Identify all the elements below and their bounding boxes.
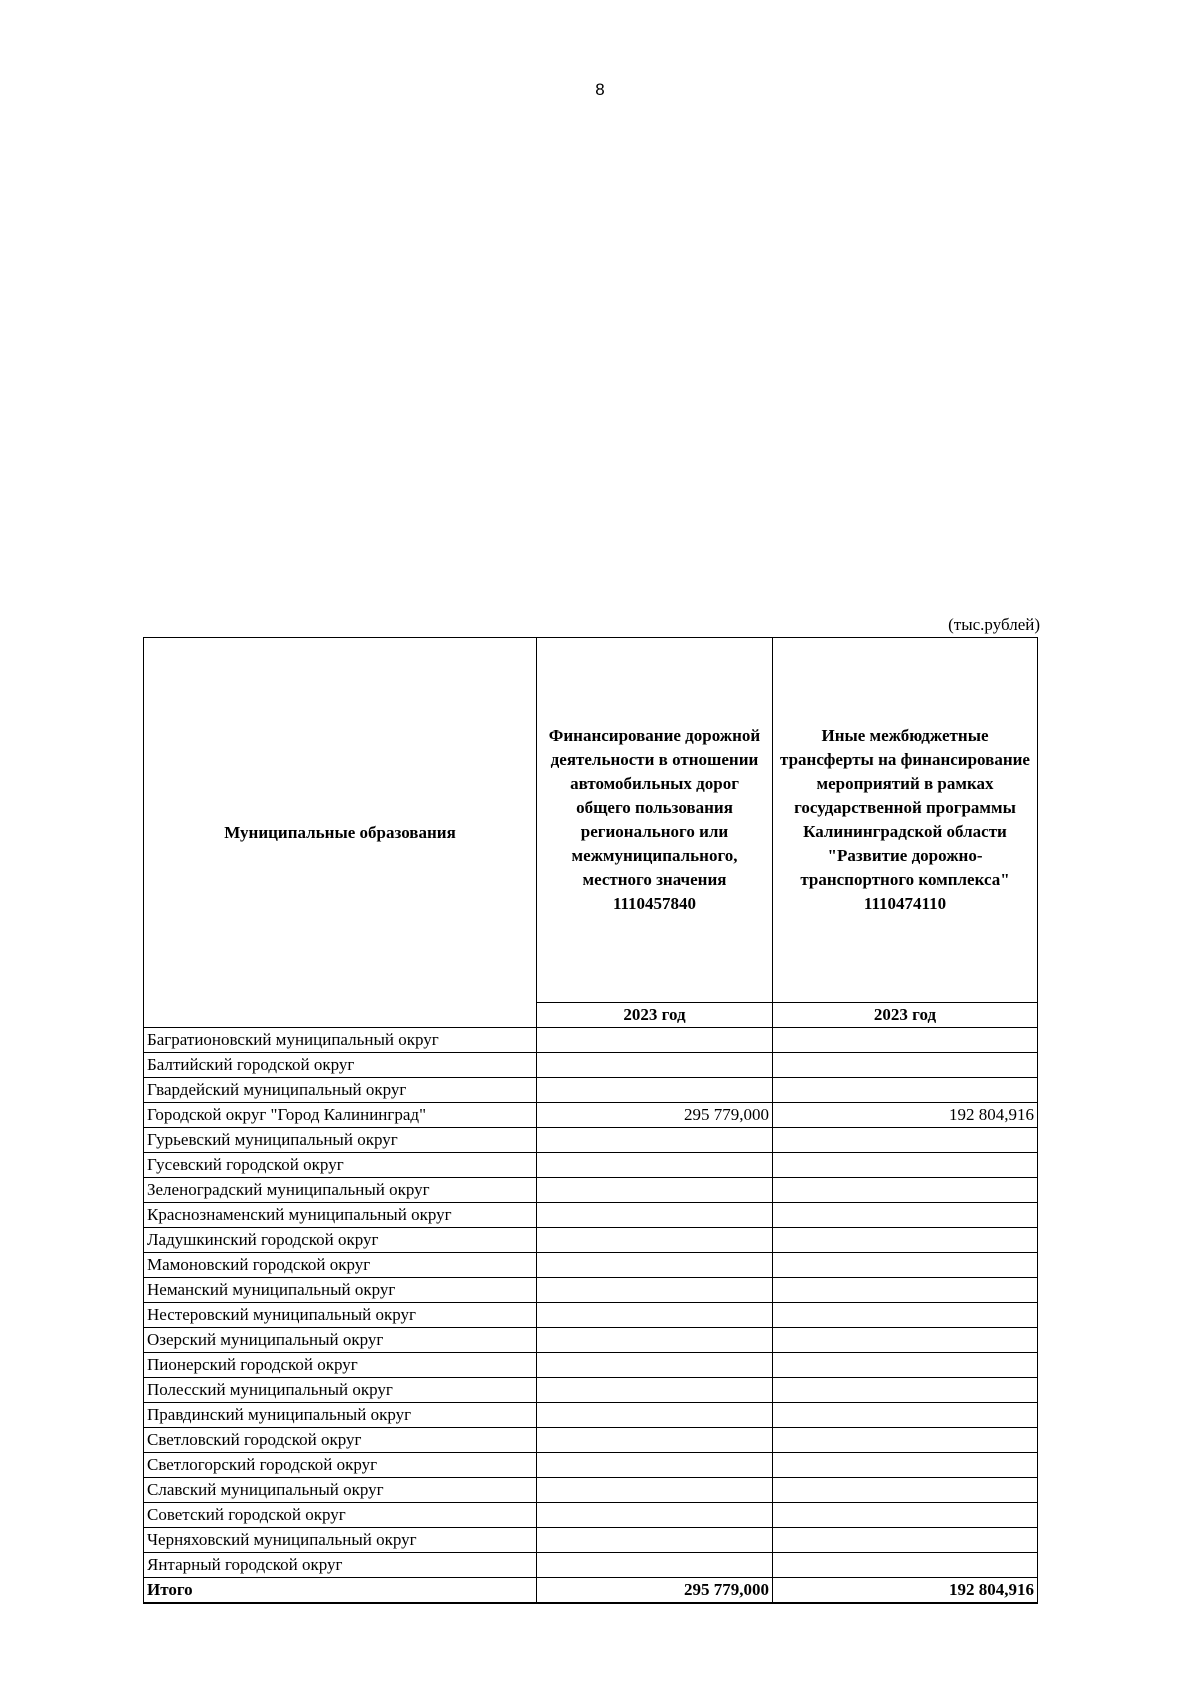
municipality-name-cell: Гурьевский муниципальный округ: [144, 1128, 537, 1153]
value-cell-b: [773, 1203, 1038, 1228]
table-row: [144, 1503, 1038, 1528]
value-cell-b: [773, 1403, 1038, 1428]
municipality-name-cell: Городской округ "Город Калининград": [144, 1103, 537, 1128]
table-row: [144, 1153, 1038, 1178]
table-row: [144, 1403, 1038, 1428]
value-cell-b: [773, 1528, 1038, 1553]
value-cell-b: [773, 1078, 1038, 1103]
total-label: Итого: [144, 1578, 537, 1604]
table-row: [144, 1553, 1038, 1578]
header-municipality: Муниципальные образования: [144, 638, 537, 1028]
municipality-name-cell: Янтарный городской округ: [144, 1553, 537, 1578]
municipality-name-cell: Неманский муниципальный округ: [144, 1278, 537, 1303]
value-cell-a: [537, 1253, 773, 1278]
value-cell-b: [773, 1128, 1038, 1153]
table-row: [144, 1278, 1038, 1303]
value-cell-a: [537, 1028, 773, 1053]
municipality-name-cell: Полесский муниципальный округ: [144, 1378, 537, 1403]
table-row: [144, 1028, 1038, 1053]
value-cell-a: [537, 1078, 773, 1103]
value-cell-a: [537, 1478, 773, 1503]
value-cell-b: [773, 1553, 1038, 1578]
value-cell-b: [773, 1153, 1038, 1178]
table-header-row: [144, 638, 1038, 1003]
municipality-name-cell: Балтийский городской округ: [144, 1053, 537, 1078]
total-row: [144, 1578, 1038, 1604]
value-cell-b: [773, 1278, 1038, 1303]
municipality-name-cell: Пионерский городской округ: [144, 1353, 537, 1378]
value-cell-a: [537, 1503, 773, 1528]
table-row: [144, 1453, 1038, 1478]
municipality-name-cell: Озерский муниципальный округ: [144, 1328, 537, 1353]
municipality-name-cell: Ладушкинский городской округ: [144, 1228, 537, 1253]
table-row: [144, 1128, 1038, 1153]
value-cell-a: [537, 1228, 773, 1253]
table-row: [144, 1053, 1038, 1078]
value-cell-a: [537, 1178, 773, 1203]
value-cell-a: [537, 1303, 773, 1328]
value-cell-b: [773, 1178, 1038, 1203]
municipality-name-cell: Гусевский городской округ: [144, 1153, 537, 1178]
value-cell-b: 192 804,916: [773, 1103, 1038, 1128]
header-col-a: Финансирование дорожной деятельности в отношении автомобильных дорог общего пользования регионального или межмуниципального, местного значения 1110457840: [537, 638, 773, 1003]
units-label: (тыс.рублей): [948, 615, 1040, 634]
page-number: 8: [595, 80, 605, 99]
municipality-name-cell: Зеленоградский муниципальный округ: [144, 1178, 537, 1203]
value-cell-a: [537, 1128, 773, 1153]
table-row: [144, 1203, 1038, 1228]
value-cell-b: [773, 1053, 1038, 1078]
table-row: [144, 1353, 1038, 1378]
municipality-name-cell: Гвардейский муниципальный округ: [144, 1078, 537, 1103]
budget-table: [143, 637, 1038, 1604]
municipality-name-cell: Черняховский муниципальный округ: [144, 1528, 537, 1553]
value-cell-b: [773, 1453, 1038, 1478]
value-cell-a: [537, 1328, 773, 1353]
value-cell-a: [537, 1278, 773, 1303]
table-row: [144, 1253, 1038, 1278]
table-row: [144, 1103, 1038, 1128]
value-cell-a: [537, 1403, 773, 1428]
municipality-name-cell: Светлогорский городской округ: [144, 1453, 537, 1478]
value-cell-a: [537, 1153, 773, 1178]
municipality-name-cell: Советский городской округ: [144, 1503, 537, 1528]
table-row: [144, 1478, 1038, 1503]
value-cell-a: [537, 1553, 773, 1578]
table-body: [144, 1028, 1038, 1604]
municipality-name-cell: Краснознаменский муниципальный округ: [144, 1203, 537, 1228]
value-cell-b: [773, 1328, 1038, 1353]
value-cell-b: [773, 1253, 1038, 1278]
municipality-name-cell: Нестеровский муниципальный округ: [144, 1303, 537, 1328]
table-row: [144, 1528, 1038, 1553]
value-cell-a: [537, 1453, 773, 1478]
table-row: [144, 1228, 1038, 1253]
value-cell-b: [773, 1028, 1038, 1053]
value-cell-b: [773, 1478, 1038, 1503]
value-cell-a: [537, 1353, 773, 1378]
value-cell-b: [773, 1228, 1038, 1253]
value-cell-b: [773, 1503, 1038, 1528]
value-cell-b: [773, 1428, 1038, 1453]
value-cell-a: [537, 1378, 773, 1403]
value-cell-a: [537, 1528, 773, 1553]
value-cell-b: [773, 1303, 1038, 1328]
value-cell-b: [773, 1378, 1038, 1403]
header-year-a: 2023 год: [537, 1003, 773, 1028]
table-row: [144, 1303, 1038, 1328]
municipality-name-cell: Светловский городской округ: [144, 1428, 537, 1453]
header-col-b: Иные межбюджетные трансферты на финансирование мероприятий в рамках государственной программы Калининградской области "Развитие дорожно-транспортного комплекса" 1110474110: [773, 638, 1038, 1003]
value-cell-b: [773, 1353, 1038, 1378]
total-value-a: 295 779,000: [537, 1578, 773, 1604]
value-cell-a: [537, 1203, 773, 1228]
table-row: [144, 1078, 1038, 1103]
municipality-name-cell: Правдинский муниципальный округ: [144, 1403, 537, 1428]
value-cell-a: [537, 1428, 773, 1453]
municipality-name-cell: Славский муниципальный округ: [144, 1478, 537, 1503]
total-value-b: 192 804,916: [773, 1578, 1038, 1604]
table-row: [144, 1428, 1038, 1453]
value-cell-a: 295 779,000: [537, 1103, 773, 1128]
table-row: [144, 1378, 1038, 1403]
municipality-name-cell: Багратионовский муниципальный округ: [144, 1028, 537, 1053]
header-year-b: 2023 год: [773, 1003, 1038, 1028]
value-cell-a: [537, 1053, 773, 1078]
table-row: [144, 1178, 1038, 1203]
table-row: [144, 1328, 1038, 1353]
municipality-name-cell: Мамоновский городской округ: [144, 1253, 537, 1278]
